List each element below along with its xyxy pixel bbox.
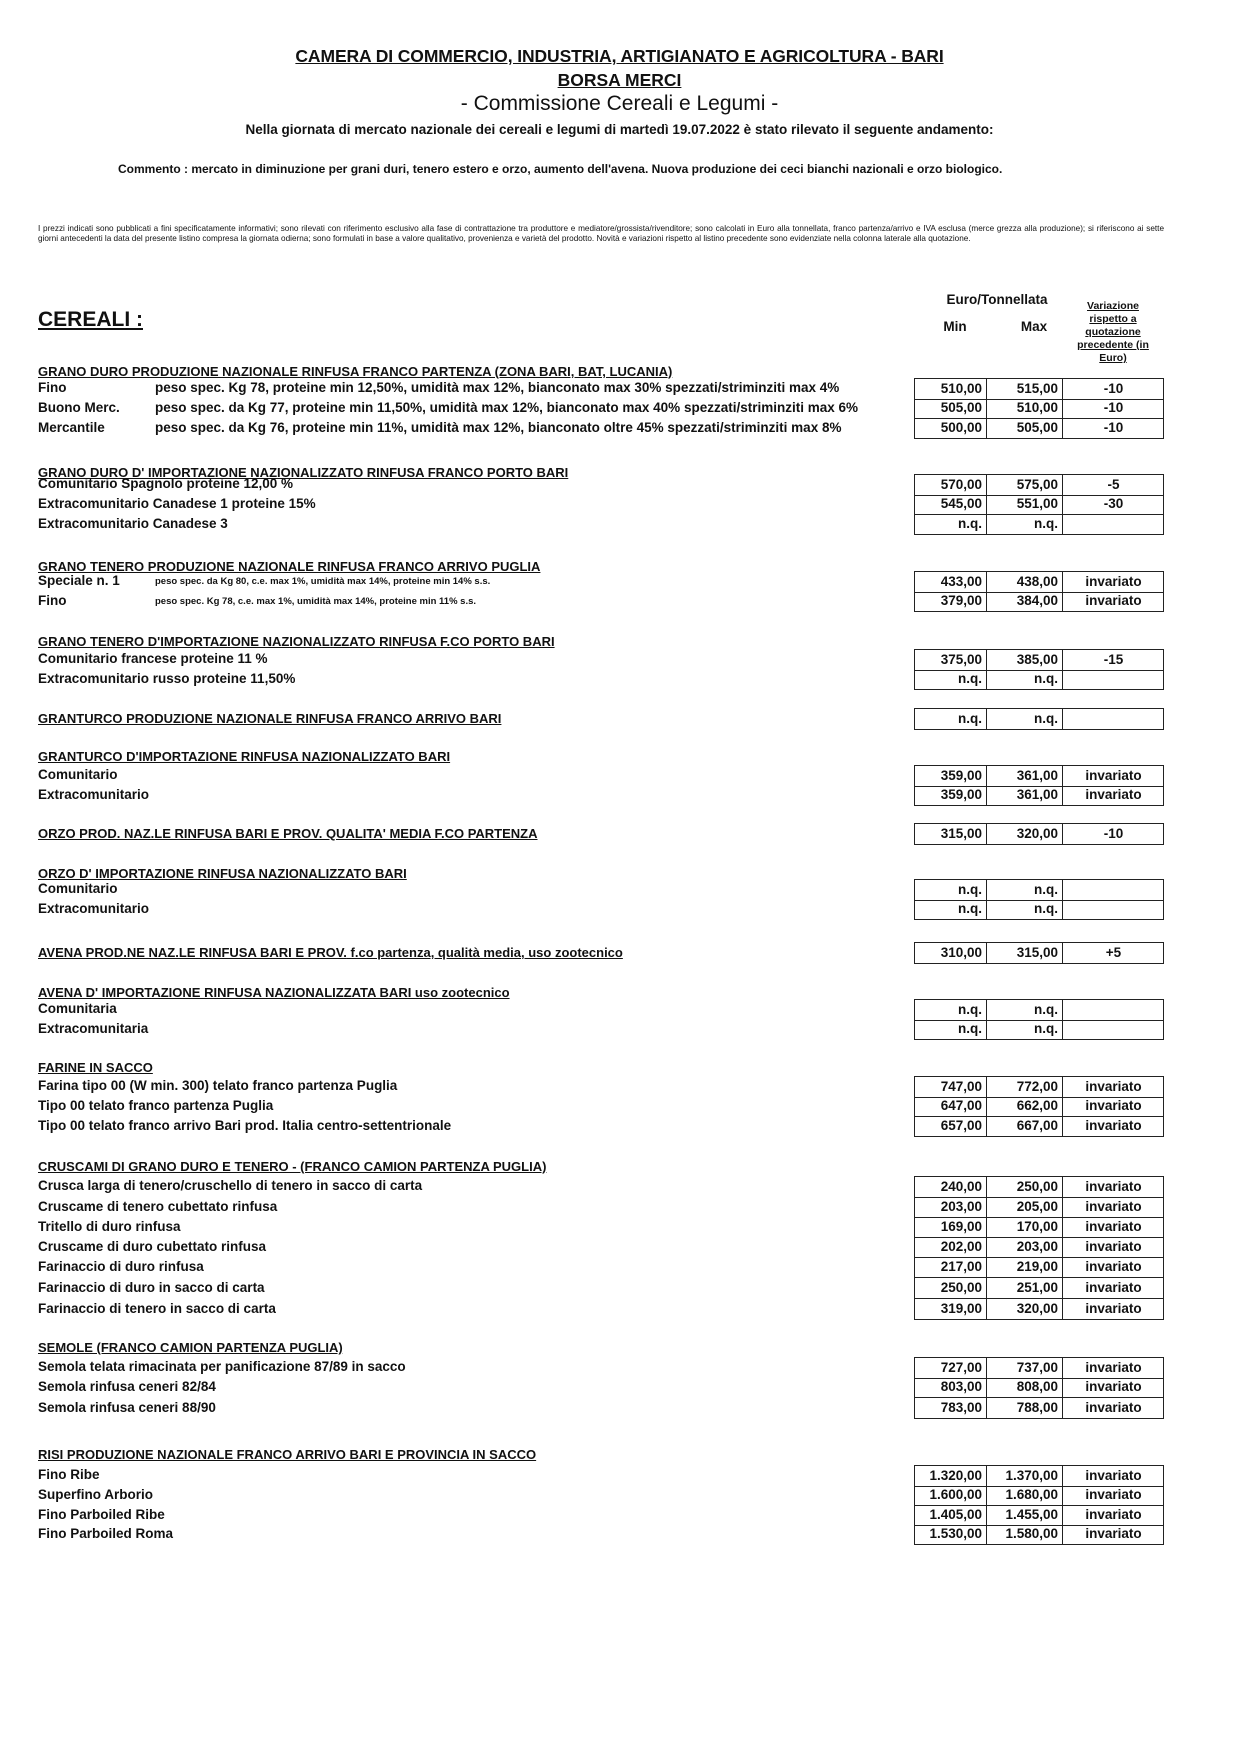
min-price: n.q. bbox=[915, 1019, 987, 1039]
product-label: Superfino Arborio bbox=[38, 1487, 153, 1502]
variation-value: invariato bbox=[1085, 787, 1142, 802]
variation-value: invariato bbox=[1085, 1280, 1142, 1295]
min-price: n.q. bbox=[915, 880, 987, 900]
min-price: 1.600,00 bbox=[915, 1485, 987, 1505]
min-price: 319,00 bbox=[915, 1299, 987, 1319]
price-row bbox=[38, 378, 1166, 398]
max-price: 384,00 bbox=[988, 591, 1063, 611]
price-cells bbox=[914, 899, 1164, 920]
price-row bbox=[38, 1299, 1166, 1319]
max-header: Max bbox=[1020, 319, 1048, 334]
max-price: 170,00 bbox=[988, 1217, 1063, 1237]
min-price: 315,00 bbox=[915, 824, 987, 844]
product-label: Farinaccio di duro rinfusa bbox=[38, 1259, 204, 1274]
variation-value: -10 bbox=[1103, 381, 1124, 396]
product-label: Tipo 00 telato franco arrivo Bari prod. Italia centro-settentrionale bbox=[38, 1118, 452, 1133]
price-cells bbox=[914, 1524, 1164, 1545]
variation-value: invariato bbox=[1085, 1468, 1142, 1483]
variation-value: invariato bbox=[1085, 1079, 1142, 1094]
min-price: 727,00 bbox=[915, 1358, 987, 1378]
product-label: Comunitario Spagnolo proteine 12,00 % bbox=[38, 476, 294, 491]
min-price: 203,00 bbox=[915, 1197, 987, 1217]
max-price: 772,00 bbox=[988, 1077, 1063, 1097]
min-price: 747,00 bbox=[915, 1077, 987, 1097]
variation-value: -30 bbox=[1103, 496, 1124, 511]
min-price: 310,00 bbox=[915, 943, 987, 963]
min-price: 500,00 bbox=[915, 418, 987, 438]
max-price: 551,00 bbox=[988, 494, 1063, 514]
price-cells bbox=[914, 591, 1164, 612]
price-row bbox=[38, 1278, 1166, 1298]
section-title: GRANTURCO D'IMPORTAZIONE RINFUSA NAZIONALIZZATO BARI bbox=[38, 749, 451, 764]
price-cells bbox=[914, 1485, 1164, 1506]
product-label: Extracomunitario russo proteine 11,50% bbox=[38, 671, 296, 686]
price-cells bbox=[914, 1505, 1164, 1526]
max-price: n.q. bbox=[988, 1019, 1063, 1039]
product-spec: peso spec. Kg 78, proteine min 12,50%, umidità max 12%, bianconato max 30% spezzati/striminziti max 4% bbox=[155, 380, 840, 395]
price-row bbox=[38, 765, 1166, 785]
product-label: Extracomunitario bbox=[38, 901, 150, 916]
variation-value: -10 bbox=[1103, 826, 1124, 841]
price-cells bbox=[914, 1357, 1164, 1379]
variation-value bbox=[1064, 1000, 1163, 1020]
price-row bbox=[38, 1197, 1166, 1217]
product-spec: peso spec. da Kg 76, proteine min 11%, umidità max 12%, bianconato oltre 45% spezzati/striminziti max 8% bbox=[155, 420, 842, 435]
min-header: Min bbox=[943, 319, 967, 334]
price-cells bbox=[914, 1197, 1164, 1218]
price-row bbox=[38, 1217, 1166, 1237]
price-row bbox=[38, 1176, 1166, 1196]
price-row bbox=[38, 474, 1166, 494]
max-price: n.q. bbox=[988, 899, 1063, 919]
variation-value: -5 bbox=[1107, 477, 1120, 492]
min-price: n.q. bbox=[915, 514, 987, 534]
product-label: Fino bbox=[38, 593, 67, 608]
product-label: Farinaccio di tenero in sacco di carta bbox=[38, 1301, 276, 1316]
price-cells bbox=[914, 1278, 1164, 1299]
variation-value bbox=[1064, 669, 1163, 689]
variation-value: -10 bbox=[1103, 420, 1124, 435]
price-row bbox=[38, 1237, 1166, 1257]
price-row bbox=[38, 708, 1166, 728]
max-price: 505,00 bbox=[988, 418, 1063, 438]
price-cells bbox=[914, 765, 1164, 787]
min-price: 250,00 bbox=[915, 1278, 987, 1298]
max-price: 510,00 bbox=[988, 398, 1063, 418]
max-price: 205,00 bbox=[988, 1197, 1063, 1217]
chamber-title: CAMERA DI COMMERCIO, INDUSTRIA, ARTIGIANATO E AGRICOLTURA - BARI bbox=[295, 46, 944, 66]
max-price: 788,00 bbox=[988, 1398, 1063, 1418]
price-cells bbox=[914, 418, 1164, 439]
product-label: Tritello di duro rinfusa bbox=[38, 1219, 181, 1234]
disclaimer: I prezzi indicati sono pubblicati a fini specificatamente informativi; sono rilevati con riferimento esclusivo alla fase di contrattazione tra produttore e mediatore/grossista/rivenditore; sono calcolati in Euro alla tonnellata, franco partenza/arrivo e IVA esclusa (merce grezza alla produzione); si riferiscono ai sette giorni antecedenti la data del presente listino compresa la giornata odierna; sono formulati in base a valore qualitativo, provenienza e varietà del prodotto. Novità e variazioni rispetto al listino precedente sono evidenziate nella colonna laterale alla quotazione. bbox=[38, 224, 1164, 243]
variation-value: invariato bbox=[1085, 1239, 1142, 1254]
max-price: 1.580,00 bbox=[988, 1524, 1063, 1544]
min-price: 545,00 bbox=[915, 494, 987, 514]
min-price: 379,00 bbox=[915, 591, 987, 611]
min-price: n.q. bbox=[915, 709, 987, 729]
variation-value: -10 bbox=[1103, 400, 1124, 415]
unit-header: Euro/Tonnellata bbox=[946, 292, 1048, 307]
price-row bbox=[38, 785, 1166, 805]
variation-value: invariato bbox=[1085, 1199, 1142, 1214]
product-label: Comunitario francese proteine 11 % bbox=[38, 651, 268, 666]
min-price: 1.530,00 bbox=[915, 1524, 987, 1544]
price-row bbox=[38, 514, 1166, 534]
max-price: 361,00 bbox=[988, 766, 1063, 786]
min-price: 359,00 bbox=[915, 766, 987, 786]
variation-value: invariato bbox=[1085, 1259, 1142, 1274]
product-label: Extracomunitario Canadese 1 proteine 15% bbox=[38, 496, 316, 511]
section-title: SEMOLE (FRANCO CAMION PARTENZA PUGLIA) bbox=[38, 1340, 343, 1355]
price-row bbox=[38, 1377, 1166, 1397]
max-price: 361,00 bbox=[988, 785, 1063, 805]
max-price: n.q. bbox=[988, 709, 1063, 729]
price-row bbox=[38, 494, 1166, 514]
product-label: Comunitaria bbox=[38, 1001, 117, 1016]
price-row bbox=[38, 942, 1166, 962]
product-label: Extracomunitario Canadese 3 bbox=[38, 516, 228, 531]
min-price: 240,00 bbox=[915, 1177, 987, 1197]
min-price: 375,00 bbox=[915, 650, 987, 670]
max-price: 219,00 bbox=[988, 1257, 1063, 1277]
price-cells bbox=[914, 785, 1164, 806]
product-spec: peso spec. Kg 78, c.e. max 1%, umidità max 14%, proteine min 11% s.s. bbox=[155, 596, 477, 607]
variation-value bbox=[1064, 1019, 1163, 1039]
price-cells bbox=[914, 1217, 1164, 1238]
variation-value: invariato bbox=[1085, 1219, 1142, 1234]
variation-value: +5 bbox=[1105, 945, 1122, 960]
price-row bbox=[38, 571, 1166, 591]
min-price: 169,00 bbox=[915, 1217, 987, 1237]
variation-value: invariato bbox=[1085, 593, 1142, 608]
product-label: Fino bbox=[38, 380, 67, 395]
variation-value: invariato bbox=[1085, 1179, 1142, 1194]
price-cells bbox=[914, 942, 1164, 964]
cereali-heading: CEREALI : bbox=[38, 308, 143, 331]
product-label: Extracomunitaria bbox=[38, 1021, 149, 1036]
commission-title: - Commissione Cereali e Legumi - bbox=[460, 92, 779, 115]
product-label: Comunitario bbox=[38, 767, 118, 782]
price-row bbox=[38, 1524, 1166, 1544]
variation-value bbox=[1064, 899, 1163, 919]
price-cells bbox=[914, 1019, 1164, 1040]
product-label: Farinaccio di duro in sacco di carta bbox=[38, 1280, 265, 1295]
min-price: 1.320,00 bbox=[915, 1466, 987, 1486]
price-cells bbox=[914, 1176, 1164, 1198]
price-cells bbox=[914, 1377, 1164, 1398]
section-title: FARINE IN SACCO bbox=[38, 1060, 153, 1075]
price-row bbox=[38, 999, 1166, 1019]
max-price: 320,00 bbox=[988, 824, 1063, 844]
min-price: 510,00 bbox=[915, 379, 987, 399]
max-price: 320,00 bbox=[988, 1299, 1063, 1319]
min-price: 217,00 bbox=[915, 1257, 987, 1277]
product-label: Mercantile bbox=[38, 420, 105, 435]
max-price: 203,00 bbox=[988, 1237, 1063, 1257]
max-price: 662,00 bbox=[988, 1096, 1063, 1116]
product-spec: peso spec. da Kg 80, c.e. max 1%, umidità max 14%, proteine min 14% s.s. bbox=[155, 576, 491, 587]
section-title: CRUSCAMI DI GRANO DURO E TENERO - (FRANCO CAMION PARTENZA PUGLIA) bbox=[38, 1159, 547, 1174]
max-price: 315,00 bbox=[988, 943, 1063, 963]
variation-value: invariato bbox=[1085, 1487, 1142, 1502]
variation-value: invariato bbox=[1085, 1400, 1142, 1415]
max-price: n.q. bbox=[988, 1000, 1063, 1020]
variation-value bbox=[1064, 880, 1163, 900]
price-cells bbox=[914, 669, 1164, 690]
min-price: 433,00 bbox=[915, 572, 987, 592]
price-row bbox=[38, 1019, 1166, 1039]
product-label: Tipo 00 telato franco partenza Puglia bbox=[38, 1098, 274, 1113]
min-price: 657,00 bbox=[915, 1116, 987, 1136]
min-price: 505,00 bbox=[915, 398, 987, 418]
price-row bbox=[38, 879, 1166, 899]
section-title-tail: f.co partenza, qualità media, uso zootecnico bbox=[346, 945, 623, 960]
section-title: GRANO TENERO PRODUZIONE NAZIONALE RINFUSA FRANCO ARRIVO PUGLIA bbox=[38, 559, 541, 574]
max-price: 808,00 bbox=[988, 1377, 1063, 1397]
product-label: Comunitario bbox=[38, 881, 118, 896]
max-price: 1.455,00 bbox=[988, 1505, 1063, 1525]
section-title: GRANO DURO D' IMPORTAZIONE NAZIONALIZZATO RINFUSA FRANCO PORTO BARI bbox=[38, 465, 569, 480]
variation-value: -15 bbox=[1103, 652, 1124, 667]
market-comment: Commento : mercato in diminuzione per grani duri, tenero estero e orzo, aumento dell'avena. Nuova produzione dei ceci bianchi nazionali e orzo biologico. bbox=[118, 162, 1003, 176]
variation-value bbox=[1064, 709, 1163, 729]
section-title: AVENA D' IMPORTAZIONE RINFUSA NAZIONALIZZATA BARI uso zootecnico bbox=[38, 985, 510, 1000]
product-label: Semola telata rimacinata per panificazione 87/89 in sacco bbox=[38, 1359, 406, 1374]
price-row bbox=[38, 899, 1166, 919]
price-cells bbox=[914, 494, 1164, 515]
max-price: 515,00 bbox=[988, 379, 1063, 399]
section-title: GRANO TENERO D'IMPORTAZIONE NAZIONALIZZATO RINFUSA F.CO PORTO BARI bbox=[38, 634, 555, 649]
market-date-line: Nella giornata di mercato nazionale dei cereali e legumi di martedì 19.07.2022 è stato rilevato il seguente andamento: bbox=[245, 122, 994, 137]
variation-value: invariato bbox=[1085, 1507, 1142, 1522]
price-cells bbox=[914, 1257, 1164, 1278]
section-title: ORZO PROD. NAZ.LE RINFUSA BARI E PROV. QUALITA' MEDIA F.CO PARTENZA bbox=[38, 826, 538, 841]
section-title: GRANO DURO PRODUZIONE NAZIONALE RINFUSA FRANCO PARTENZA (ZONA BARI, BAT, LUCANIA) bbox=[38, 364, 673, 379]
product-label: Semola rinfusa ceneri 88/90 bbox=[38, 1400, 216, 1415]
price-cells bbox=[914, 1076, 1164, 1098]
price-row bbox=[38, 1465, 1166, 1485]
min-price: n.q. bbox=[915, 1000, 987, 1020]
min-price: n.q. bbox=[915, 669, 987, 689]
price-row bbox=[38, 1485, 1166, 1505]
min-price: 202,00 bbox=[915, 1237, 987, 1257]
min-price: 803,00 bbox=[915, 1377, 987, 1397]
price-row bbox=[38, 823, 1166, 843]
section-title: ORZO D' IMPORTAZIONE RINFUSA NAZIONALIZZATO BARI bbox=[38, 866, 407, 881]
exchange-title: BORSA MERCI bbox=[557, 70, 682, 90]
price-cells bbox=[914, 879, 1164, 901]
max-price: 667,00 bbox=[988, 1116, 1063, 1136]
price-cells bbox=[914, 999, 1164, 1021]
max-price: 737,00 bbox=[988, 1358, 1063, 1378]
max-price: 575,00 bbox=[988, 475, 1063, 495]
product-label: Cruscame di tenero cubettato rinfusa bbox=[38, 1199, 278, 1214]
price-row bbox=[38, 398, 1166, 418]
price-row bbox=[38, 1505, 1166, 1525]
price-cells bbox=[914, 378, 1164, 400]
price-cells bbox=[914, 1116, 1164, 1137]
max-price: 251,00 bbox=[988, 1278, 1063, 1298]
price-cells bbox=[914, 398, 1164, 419]
price-row bbox=[38, 1398, 1166, 1418]
price-row bbox=[38, 1357, 1166, 1377]
max-price: n.q. bbox=[988, 880, 1063, 900]
product-label: Cruscame di duro cubettato rinfusa bbox=[38, 1239, 267, 1254]
price-cells bbox=[914, 1398, 1164, 1419]
min-price: 783,00 bbox=[915, 1398, 987, 1418]
price-cells bbox=[914, 823, 1164, 845]
min-price: 647,00 bbox=[915, 1096, 987, 1116]
price-row bbox=[38, 591, 1166, 611]
product-label: Semola rinfusa ceneri 82/84 bbox=[38, 1379, 216, 1394]
max-price: 438,00 bbox=[988, 572, 1063, 592]
section-title: RISI PRODUZIONE NAZIONALE FRANCO ARRIVO BARI E PROVINCIA IN SACCO bbox=[38, 1447, 537, 1462]
variation-value: invariato bbox=[1085, 1526, 1142, 1541]
variation-value: invariato bbox=[1085, 574, 1142, 589]
price-row bbox=[38, 1257, 1166, 1277]
variation-value: invariato bbox=[1085, 1379, 1142, 1394]
variation-value: invariato bbox=[1085, 1301, 1142, 1316]
max-price: n.q. bbox=[988, 514, 1063, 534]
max-price: 1.370,00 bbox=[988, 1466, 1063, 1486]
product-label: Fino Parboiled Ribe bbox=[38, 1507, 165, 1522]
price-cells bbox=[914, 514, 1164, 535]
max-price: 385,00 bbox=[988, 650, 1063, 670]
variation-value: invariato bbox=[1085, 1360, 1142, 1375]
product-label: Fino Ribe bbox=[38, 1467, 100, 1482]
price-row bbox=[38, 1076, 1166, 1096]
price-cells bbox=[914, 1465, 1164, 1487]
product-label: Buono Merc. bbox=[38, 400, 120, 415]
product-label: Extracomunitario bbox=[38, 787, 150, 802]
price-cells bbox=[914, 1237, 1164, 1258]
max-price: n.q. bbox=[988, 669, 1063, 689]
product-label: Speciale n. 1 bbox=[38, 573, 120, 588]
price-cells bbox=[914, 649, 1164, 671]
price-row bbox=[38, 649, 1166, 669]
variation-value: invariato bbox=[1085, 768, 1142, 783]
product-spec: peso spec. da Kg 77, proteine min 11,50%, umidità max 12%, bianconato max 40% spezzati/striminziti max 6% bbox=[155, 400, 858, 415]
section-title: AVENA PROD.NE NAZ.LE RINFUSA BARI E PROV. f.co partenza, qualità media, uso zootecnico bbox=[38, 945, 623, 960]
max-price: 250,00 bbox=[988, 1177, 1063, 1197]
variation-value: invariato bbox=[1085, 1098, 1142, 1113]
product-label: Crusca larga di tenero/cruschello di tenero in sacco di carta bbox=[38, 1178, 423, 1193]
max-price: 1.680,00 bbox=[988, 1485, 1063, 1505]
variation-header: Variazione rispetto a quotazione precedente (in Euro) bbox=[1077, 300, 1149, 364]
min-price: 1.405,00 bbox=[915, 1505, 987, 1525]
price-cells bbox=[914, 571, 1164, 593]
variation-value bbox=[1064, 514, 1163, 534]
min-price: n.q. bbox=[915, 899, 987, 919]
price-cells bbox=[914, 1096, 1164, 1117]
min-price: 359,00 bbox=[915, 785, 987, 805]
price-row bbox=[38, 418, 1166, 438]
price-row bbox=[38, 1116, 1166, 1136]
section-title: GRANTURCO PRODUZIONE NAZIONALE RINFUSA FRANCO ARRIVO BARI bbox=[38, 711, 502, 726]
price-cells bbox=[914, 708, 1164, 730]
variation-value: invariato bbox=[1085, 1118, 1142, 1133]
min-price: 570,00 bbox=[915, 475, 987, 495]
price-row bbox=[38, 1096, 1166, 1116]
price-cells bbox=[914, 1299, 1164, 1320]
product-label: Farina tipo 00 (W min. 300) telato franco partenza Puglia bbox=[38, 1078, 398, 1093]
price-cells bbox=[914, 474, 1164, 496]
product-label: Fino Parboiled Roma bbox=[38, 1526, 174, 1541]
price-row bbox=[38, 669, 1166, 689]
